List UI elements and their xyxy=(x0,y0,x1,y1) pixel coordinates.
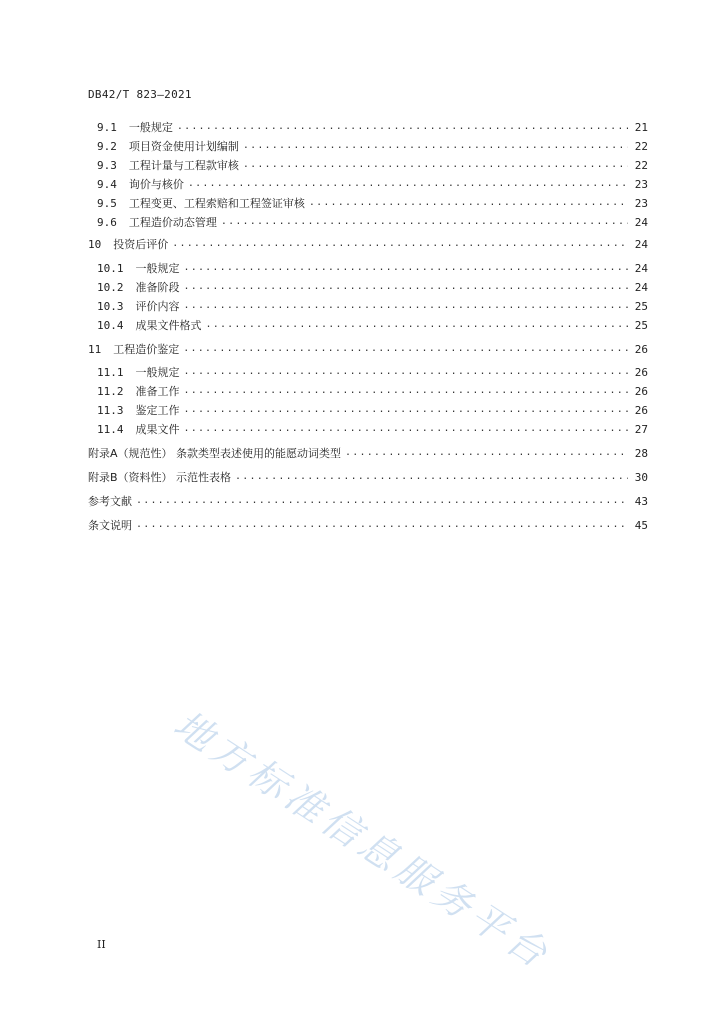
toc-entry-page: 23 xyxy=(634,177,648,191)
toc-entry-page: 26 xyxy=(634,403,648,417)
toc-entry-11[interactable] xyxy=(88,339,648,359)
toc-entry-title: 工程造价动态管理 xyxy=(128,216,217,229)
toc-entry-number: 11.1 xyxy=(97,365,124,379)
toc-entry-page: 25 xyxy=(634,318,648,332)
toc-entry-number: 9.1 xyxy=(97,120,117,134)
toc-entry-9-1[interactable] xyxy=(88,117,648,137)
toc-entry-appendix-a[interactable] xyxy=(88,443,648,463)
toc-entry-9-5[interactable] xyxy=(88,193,648,213)
toc-entry-references[interactable] xyxy=(88,491,648,511)
dot-leader xyxy=(221,212,628,232)
dot-leader xyxy=(309,193,628,213)
toc-entry-11-4[interactable] xyxy=(88,419,648,439)
toc-entry-number: 9.5 xyxy=(97,196,117,210)
toc-entry-number: 10.3 xyxy=(97,299,124,313)
toc-entry-page: 28 xyxy=(634,446,648,460)
toc-entry-number: 10.4 xyxy=(97,318,124,332)
toc-entry-9-2[interactable] xyxy=(88,136,648,156)
toc-entry-page: 43 xyxy=(634,494,648,508)
toc-entry-title: 询价与核价 xyxy=(128,178,184,191)
toc-entry-number: 10.1 xyxy=(97,261,124,275)
toc-entry-title: 附录B（资料性） 示范性表格 xyxy=(88,471,232,484)
dot-leader xyxy=(184,419,629,439)
toc-entry-title: 参考文献 xyxy=(88,495,132,508)
document-code-header: DB42/T 823—2021 xyxy=(88,88,192,101)
toc-entry-title: 一般规定 xyxy=(128,121,173,134)
toc-entry-page: 45 xyxy=(634,518,648,532)
toc-entry-page: 24 xyxy=(634,261,648,275)
toc-entry-number: 9.3 xyxy=(97,158,117,172)
toc-entry-title: 成果文件格式 xyxy=(135,319,202,332)
toc-entry-number: 10.2 xyxy=(97,280,124,294)
toc-entry-number: 11.4 xyxy=(97,422,124,436)
toc-entry-11-2[interactable] xyxy=(88,381,648,401)
toc-entry-title: 鉴定工作 xyxy=(135,404,180,417)
toc-entry-page: 23 xyxy=(634,196,648,210)
toc-entry-title: 一般规定 xyxy=(135,366,180,379)
toc-entry-9-3[interactable] xyxy=(88,155,648,175)
toc-entry-title: 评价内容 xyxy=(135,300,180,313)
toc-entry-page: 22 xyxy=(634,139,648,153)
toc-entry-page: 21 xyxy=(634,120,648,134)
toc-entry-10[interactable] xyxy=(88,234,648,254)
toc-entry-number: 9.4 xyxy=(97,177,117,191)
toc-entry-page: 25 xyxy=(634,299,648,313)
dot-leader xyxy=(184,296,629,316)
toc-entry-title: 项目资金使用计划编制 xyxy=(128,140,239,153)
dot-leader xyxy=(184,362,629,382)
toc-entry-title: 一般规定 xyxy=(135,262,180,275)
toc-entry-page: 26 xyxy=(634,342,648,356)
dot-leader xyxy=(172,234,628,254)
toc-entry-number: 9.6 xyxy=(97,215,117,229)
toc-entry-appendix-b[interactable] xyxy=(88,467,648,487)
toc-entry-explanation[interactable] xyxy=(88,515,648,535)
toc-entry-title: 准备工作 xyxy=(135,385,180,398)
toc-entry-page: 24 xyxy=(634,215,648,229)
toc-entry-10-4[interactable] xyxy=(88,315,648,335)
toc-entry-title: 工程计量与工程款审核 xyxy=(128,159,239,172)
toc-entry-title: 工程造价鉴定 xyxy=(113,343,180,356)
toc-entry-10-3[interactable] xyxy=(88,296,648,316)
toc-entry-page: 27 xyxy=(634,422,648,436)
dot-leader xyxy=(184,258,629,278)
toc-entry-title: 附录A（规范性） 条款类型表述使用的能愿动词类型 xyxy=(88,447,342,460)
toc-entry-title: 条文说明 xyxy=(88,519,132,532)
toc-entry-9-4[interactable] xyxy=(88,174,648,194)
toc-entry-number: 11 xyxy=(88,342,102,356)
toc-entry-page: 24 xyxy=(634,237,648,251)
toc-entry-number: 11.2 xyxy=(97,384,124,398)
dot-leader xyxy=(235,467,628,487)
toc-entry-9-6[interactable] xyxy=(88,212,648,232)
toc-entry-11-1[interactable] xyxy=(88,362,648,382)
toc-entry-number: 9.2 xyxy=(97,139,117,153)
toc-entry-page: 22 xyxy=(634,158,648,172)
dot-leader xyxy=(206,315,629,335)
toc-entry-title: 成果文件 xyxy=(135,423,180,436)
watermark-text: 地方标准信息服务平台 xyxy=(166,701,560,979)
dot-leader xyxy=(184,381,629,401)
toc-entry-10-2[interactable] xyxy=(88,277,648,297)
dot-leader xyxy=(136,491,628,511)
toc-entry-title: 准备阶段 xyxy=(135,281,180,294)
dot-leader xyxy=(177,117,628,137)
page-number: II xyxy=(97,938,106,951)
toc-entry-number: 11.3 xyxy=(97,403,124,417)
toc-entry-page: 26 xyxy=(634,384,648,398)
toc-entry-page: 26 xyxy=(634,365,648,379)
dot-leader xyxy=(184,400,629,420)
dot-leader xyxy=(243,136,628,156)
toc-entry-title: 工程变更、工程索赔和工程签证审核 xyxy=(128,197,305,210)
toc-entry-page: 30 xyxy=(634,470,648,484)
dot-leader xyxy=(188,174,628,194)
toc-entry-10-1[interactable] xyxy=(88,258,648,278)
dot-leader xyxy=(136,515,628,535)
dot-leader xyxy=(243,155,628,175)
toc-entry-title: 投资后评价 xyxy=(113,238,169,251)
toc-entry-page: 24 xyxy=(634,280,648,294)
dot-leader xyxy=(345,443,628,463)
toc-entry-number: 10 xyxy=(88,237,102,251)
dot-leader xyxy=(184,277,629,297)
toc-entry-11-3[interactable] xyxy=(88,400,648,420)
dot-leader xyxy=(183,339,628,359)
